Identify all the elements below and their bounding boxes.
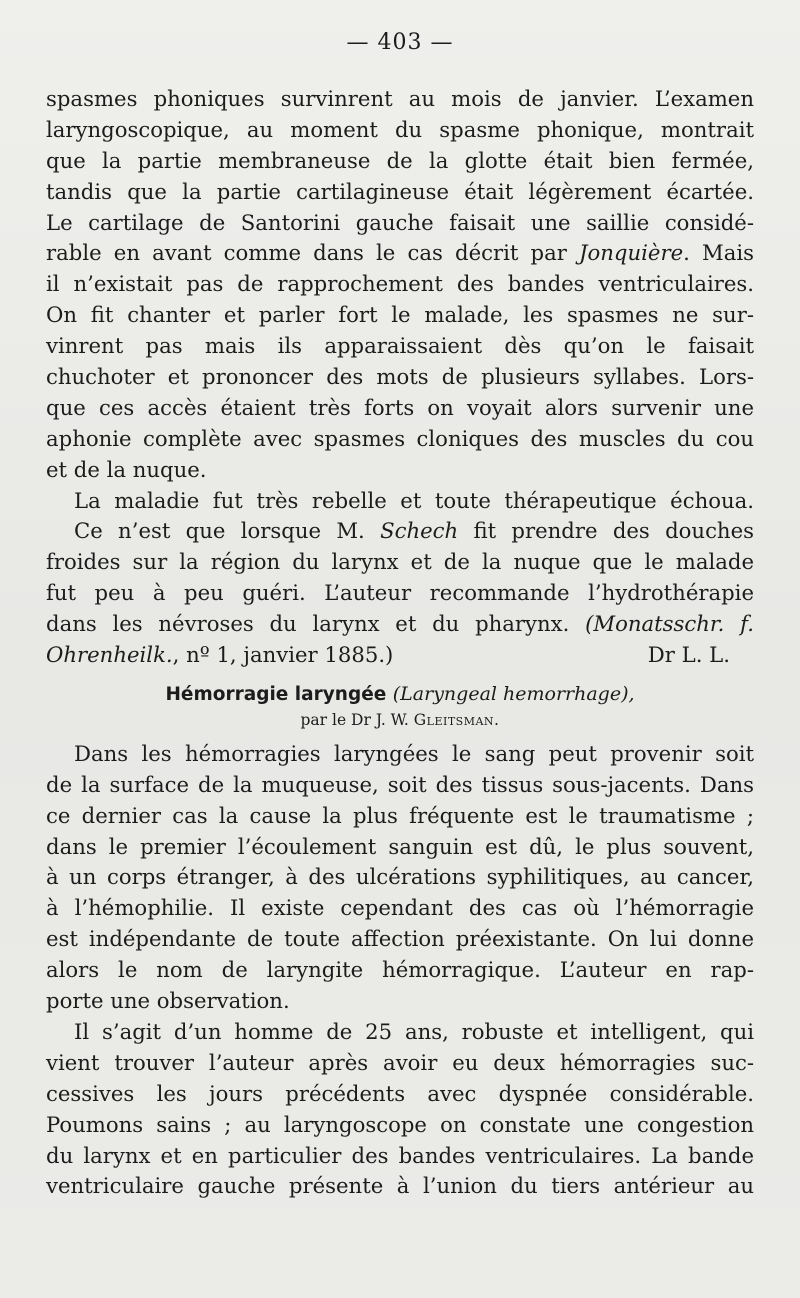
paragraph-observation [46, 1017, 754, 1202]
text-line: est indépendante de toute affection préexistante. On lui donne [46, 926, 754, 952]
text-line: La maladie fut très rebelle et toute thérapeutique échoua. [74, 487, 754, 513]
paragraph-hemorragies [46, 739, 754, 1017]
text-line: du larynx et en particulier des bandes ventriculaires. La bande [46, 1142, 754, 1168]
text-line [46, 516, 754, 547]
text-line: vient trouver l’auteur après avoir eu deux hémorragies suc- [46, 1049, 754, 1075]
article-title [46, 677, 754, 709]
journal-citation: (Monatsschr. f. [585, 611, 754, 637]
text-line: à un corps étranger, à des ulcérations syphilitiques, au cancer, [46, 864, 754, 890]
text-line: Le cartilage de Santorini gauche faisait une saillie considé- [46, 209, 754, 235]
text-line: fut peu à peu guéri. L’auteur recommande l’hydrothérapie [46, 580, 754, 606]
text-line: froides sur la région du larynx et de la nuque que le malade [46, 549, 754, 575]
text-line: spasmes phoniques survinrent au mois de janvier. L’examen [46, 86, 754, 111]
text-line: Dans les hémorragies laryngées le sang peut provenir soit [74, 740, 754, 766]
article-title-text: Hémorragie laryngée [165, 683, 387, 705]
text-line: à l’hémophilie. Il existe cependant des cas où l’hémorragie [46, 895, 754, 921]
author-name: Jonquière [579, 240, 684, 266]
paragraph-therapeutique [46, 486, 754, 671]
text-line: Il s’agit d’un homme de 25 ans, robuste et intelligent, qui [74, 1018, 754, 1044]
text-line: laryngoscopique, au moment du spasme phonique, montrait [46, 116, 754, 142]
text-line: vinrent pas mais ils apparaissaient dès qu’on le faisait [46, 333, 754, 359]
text-line: chuchoter et prononcer des mots de plusieurs syllabes. Lors- [46, 364, 754, 390]
text-line: ventriculaire gauche présente à l’union du tiers antérieur au [46, 1173, 754, 1199]
text-segment: rable en avant comme dans le cas décrit par [46, 240, 580, 266]
text-segment: fit prendre des douches [458, 518, 754, 544]
article-title-translation: (Laryngeal hemorrhage), [392, 682, 635, 705]
text-segment: . Mais [683, 240, 754, 266]
body-text [46, 84, 754, 1202]
text-segment: Ce n’est que lorsque M. [74, 518, 381, 544]
byline-author: Gleitsman. [413, 710, 500, 729]
author-name: Schech [380, 518, 459, 544]
citation-date: , nº 1, janvier 1885.) [172, 642, 394, 668]
signature: Dr L. L. [647, 642, 730, 668]
text-line: porte une observation. [46, 988, 290, 1014]
text-line: que ces accès étaient très forts on voyait alors survenir une [46, 394, 754, 420]
text-line: il n’existait pas de rapprochement des bandes ventriculaires. [46, 271, 754, 297]
text-line: dans le premier l’écoulement sanguin est dû, le plus souvent, [46, 833, 754, 859]
text-line: ce dernier cas la cause la plus fréquente est le traumatisme ; [46, 802, 754, 828]
text-line: On fit chanter et parler fort le malade, les spasmes ne sur- [46, 302, 754, 328]
text-line [46, 609, 754, 640]
paragraph-spasmes [46, 84, 754, 486]
byline-prefix: par le Dr J. W. [300, 710, 409, 729]
text-line: que la partie membraneuse de la glotte était bien fermée, [46, 147, 754, 173]
text-line: tandis que la partie cartilagineuse était légèrement écartée. [46, 178, 754, 204]
article-byline [46, 709, 754, 735]
text-segment: dans les névroses du larynx et du pharynx. [46, 611, 586, 637]
text-line [46, 238, 754, 269]
text-line: alors le nom de laryngite hémorragique. L’auteur en rap- [46, 957, 754, 983]
citation-text [46, 640, 393, 671]
text-line: cessives les jours précédents avec dyspnée considérable. [46, 1080, 754, 1106]
text-line: aphonie complète avec spasmes cloniques des muscles du cou [46, 425, 754, 451]
text-line: de la surface de la muqueuse, soit des tissus sous-jacents. Dans [46, 771, 754, 797]
citation-line [46, 640, 754, 671]
text-line: et de la nuque. [46, 456, 207, 482]
journal-citation: Ohrenheilk. [46, 642, 173, 668]
page-number: — 403 — [346, 30, 454, 55]
text-line: Poumons sains ; au laryngoscope on constate une congestion [46, 1111, 754, 1137]
